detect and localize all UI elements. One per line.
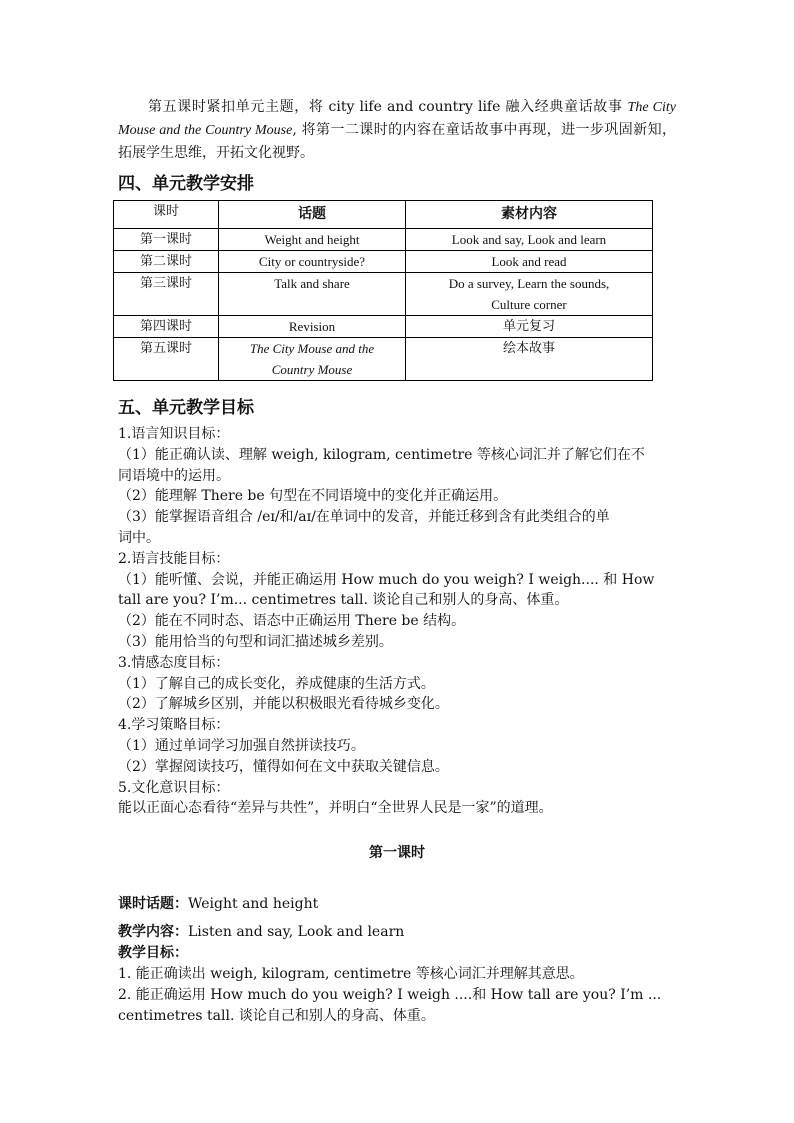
schedule-table xyxy=(113,200,653,381)
goal-line: 能以正面心态看待“差异与共性”，并明白“全世界人民是一家”的道理。 xyxy=(118,800,553,817)
row-content: Look and say, Look and learn xyxy=(406,229,653,251)
row-topic: City or countryside? xyxy=(219,251,406,273)
goal-line: 1.语言知识目标： xyxy=(118,426,230,442)
lesson1-topic-value: Weight and height xyxy=(188,896,319,912)
table-row xyxy=(114,251,653,273)
lesson1-topic-label: 课时话题： xyxy=(118,896,188,912)
row-period: 第五课时 xyxy=(114,338,219,381)
goal-line: 词中。 xyxy=(118,529,160,546)
lesson1-goal-line: centimetres tall. 谈论自己和别人的身高、体重。 xyxy=(118,1008,435,1024)
lesson1-goal-line: 1. 能正确读出 weigh, kilogram, centimetre 等核心词汇并理解其意思。 xyxy=(118,966,584,982)
row-content: 单元复习 xyxy=(406,316,653,338)
goal-line: 同语境中的运用。 xyxy=(118,467,230,484)
section5-heading: 五、单元教学目标 xyxy=(118,398,254,418)
intro-story-title: The City Mouse and the Country Mouse xyxy=(118,100,677,138)
unit-goals-list xyxy=(118,424,676,819)
header-topic: 话题 xyxy=(219,201,406,229)
row-period: 第三课时 xyxy=(114,273,219,316)
goal-line: （1）能听懂、会说，并能正确运用 How much do you weigh? I weigh.... 和 How xyxy=(118,571,655,588)
goal-line: （1）了解自己的成长变化，养成健康的生活方式。 xyxy=(118,675,435,692)
row-content: 绘本故事 xyxy=(406,338,653,381)
lesson1-content-label: 教学内容： xyxy=(118,924,188,940)
row-topic: Weight and height xyxy=(219,229,406,251)
row-topic-line2: Country Mouse xyxy=(271,362,353,377)
row-content: Look and read xyxy=(406,251,653,273)
row-topic: Revision xyxy=(219,316,406,338)
row-content xyxy=(406,273,653,316)
header-content: 素材内容 xyxy=(406,201,653,229)
goal-line: （2）能理解 There be 句型在不同语境中的变化并正确运用。 xyxy=(118,488,508,505)
goal-line: （1）通过单词学习加强自然拼读技巧。 xyxy=(118,737,365,754)
row-period: 第二课时 xyxy=(114,251,219,273)
row-content-line2: Culture corner xyxy=(491,297,567,312)
table-row xyxy=(114,338,653,381)
goal-line: （2）能在不同时态、语态中正确运用 There be 结构。 xyxy=(118,613,466,630)
row-topic-line1: The City Mouse and the xyxy=(249,341,375,356)
goal-line: tall are you? I’m... centimetres tall. 谈论自己和别人的身高、体重。 xyxy=(118,592,569,609)
goal-line: （2）了解城乡区别，并能以积极眼光看待城乡变化。 xyxy=(118,696,449,713)
table-row xyxy=(114,316,653,338)
goal-line: （2）掌握阅读技巧，懂得如何在文中获取关键信息。 xyxy=(118,758,449,775)
goal-line: 2.语言技能目标： xyxy=(118,550,230,567)
goal-line: （1）能正确认读、理解 weigh, kilogram, centimetre 等核心词汇并了解它们在不 xyxy=(118,446,645,463)
goal-line: 5.文化意识目标： xyxy=(118,779,230,796)
table-row xyxy=(114,229,653,251)
table-row xyxy=(114,273,653,316)
row-period: 第四课时 xyxy=(114,316,219,338)
lesson1-content-value: Listen and say, Look and learn xyxy=(188,924,405,940)
lesson1-goals-label: 教学目标： xyxy=(118,945,188,961)
goal-line: （3）能掌握语音组合 /eɪ/和/aɪ/在单词中的发音，并能迁移到含有此类组合的单 xyxy=(118,509,610,526)
goal-line: 4.学习策略目标： xyxy=(118,717,230,734)
goal-line: （3）能用恰当的句型和词汇描述城乡差别。 xyxy=(118,633,393,650)
header-period: 课时 xyxy=(114,201,219,229)
row-topic: Talk and share xyxy=(219,273,406,316)
row-content-line1: Do a survey, Learn the sounds, xyxy=(448,276,610,291)
lesson1-content-line xyxy=(118,922,676,943)
row-period: 第一课时 xyxy=(114,229,219,251)
lesson1-goals xyxy=(118,943,676,1027)
lesson1-goal-line: 2. 能正确运用 How much do you weigh? I weigh ....和 How tall are you? I’m ... xyxy=(118,987,662,1003)
row-topic xyxy=(219,338,406,381)
lesson1-title: 第一课时 xyxy=(369,845,425,861)
section4-heading: 四、单元教学安排 xyxy=(118,174,254,194)
goal-line: 3.情感态度目标： xyxy=(118,654,230,671)
intro-text-b: , 将第一二课时的内容在童话故事中再现，进一步巩固新知，拓展学生思维，开拓文化视野。 xyxy=(118,122,676,161)
table-header-row xyxy=(114,201,653,229)
intro-paragraph xyxy=(118,96,676,164)
lesson1-topic-line xyxy=(118,894,676,915)
intro-text-a: 第五课时紧扣单元主题，将 city life and country life 融入经典童话故事 xyxy=(148,99,628,115)
